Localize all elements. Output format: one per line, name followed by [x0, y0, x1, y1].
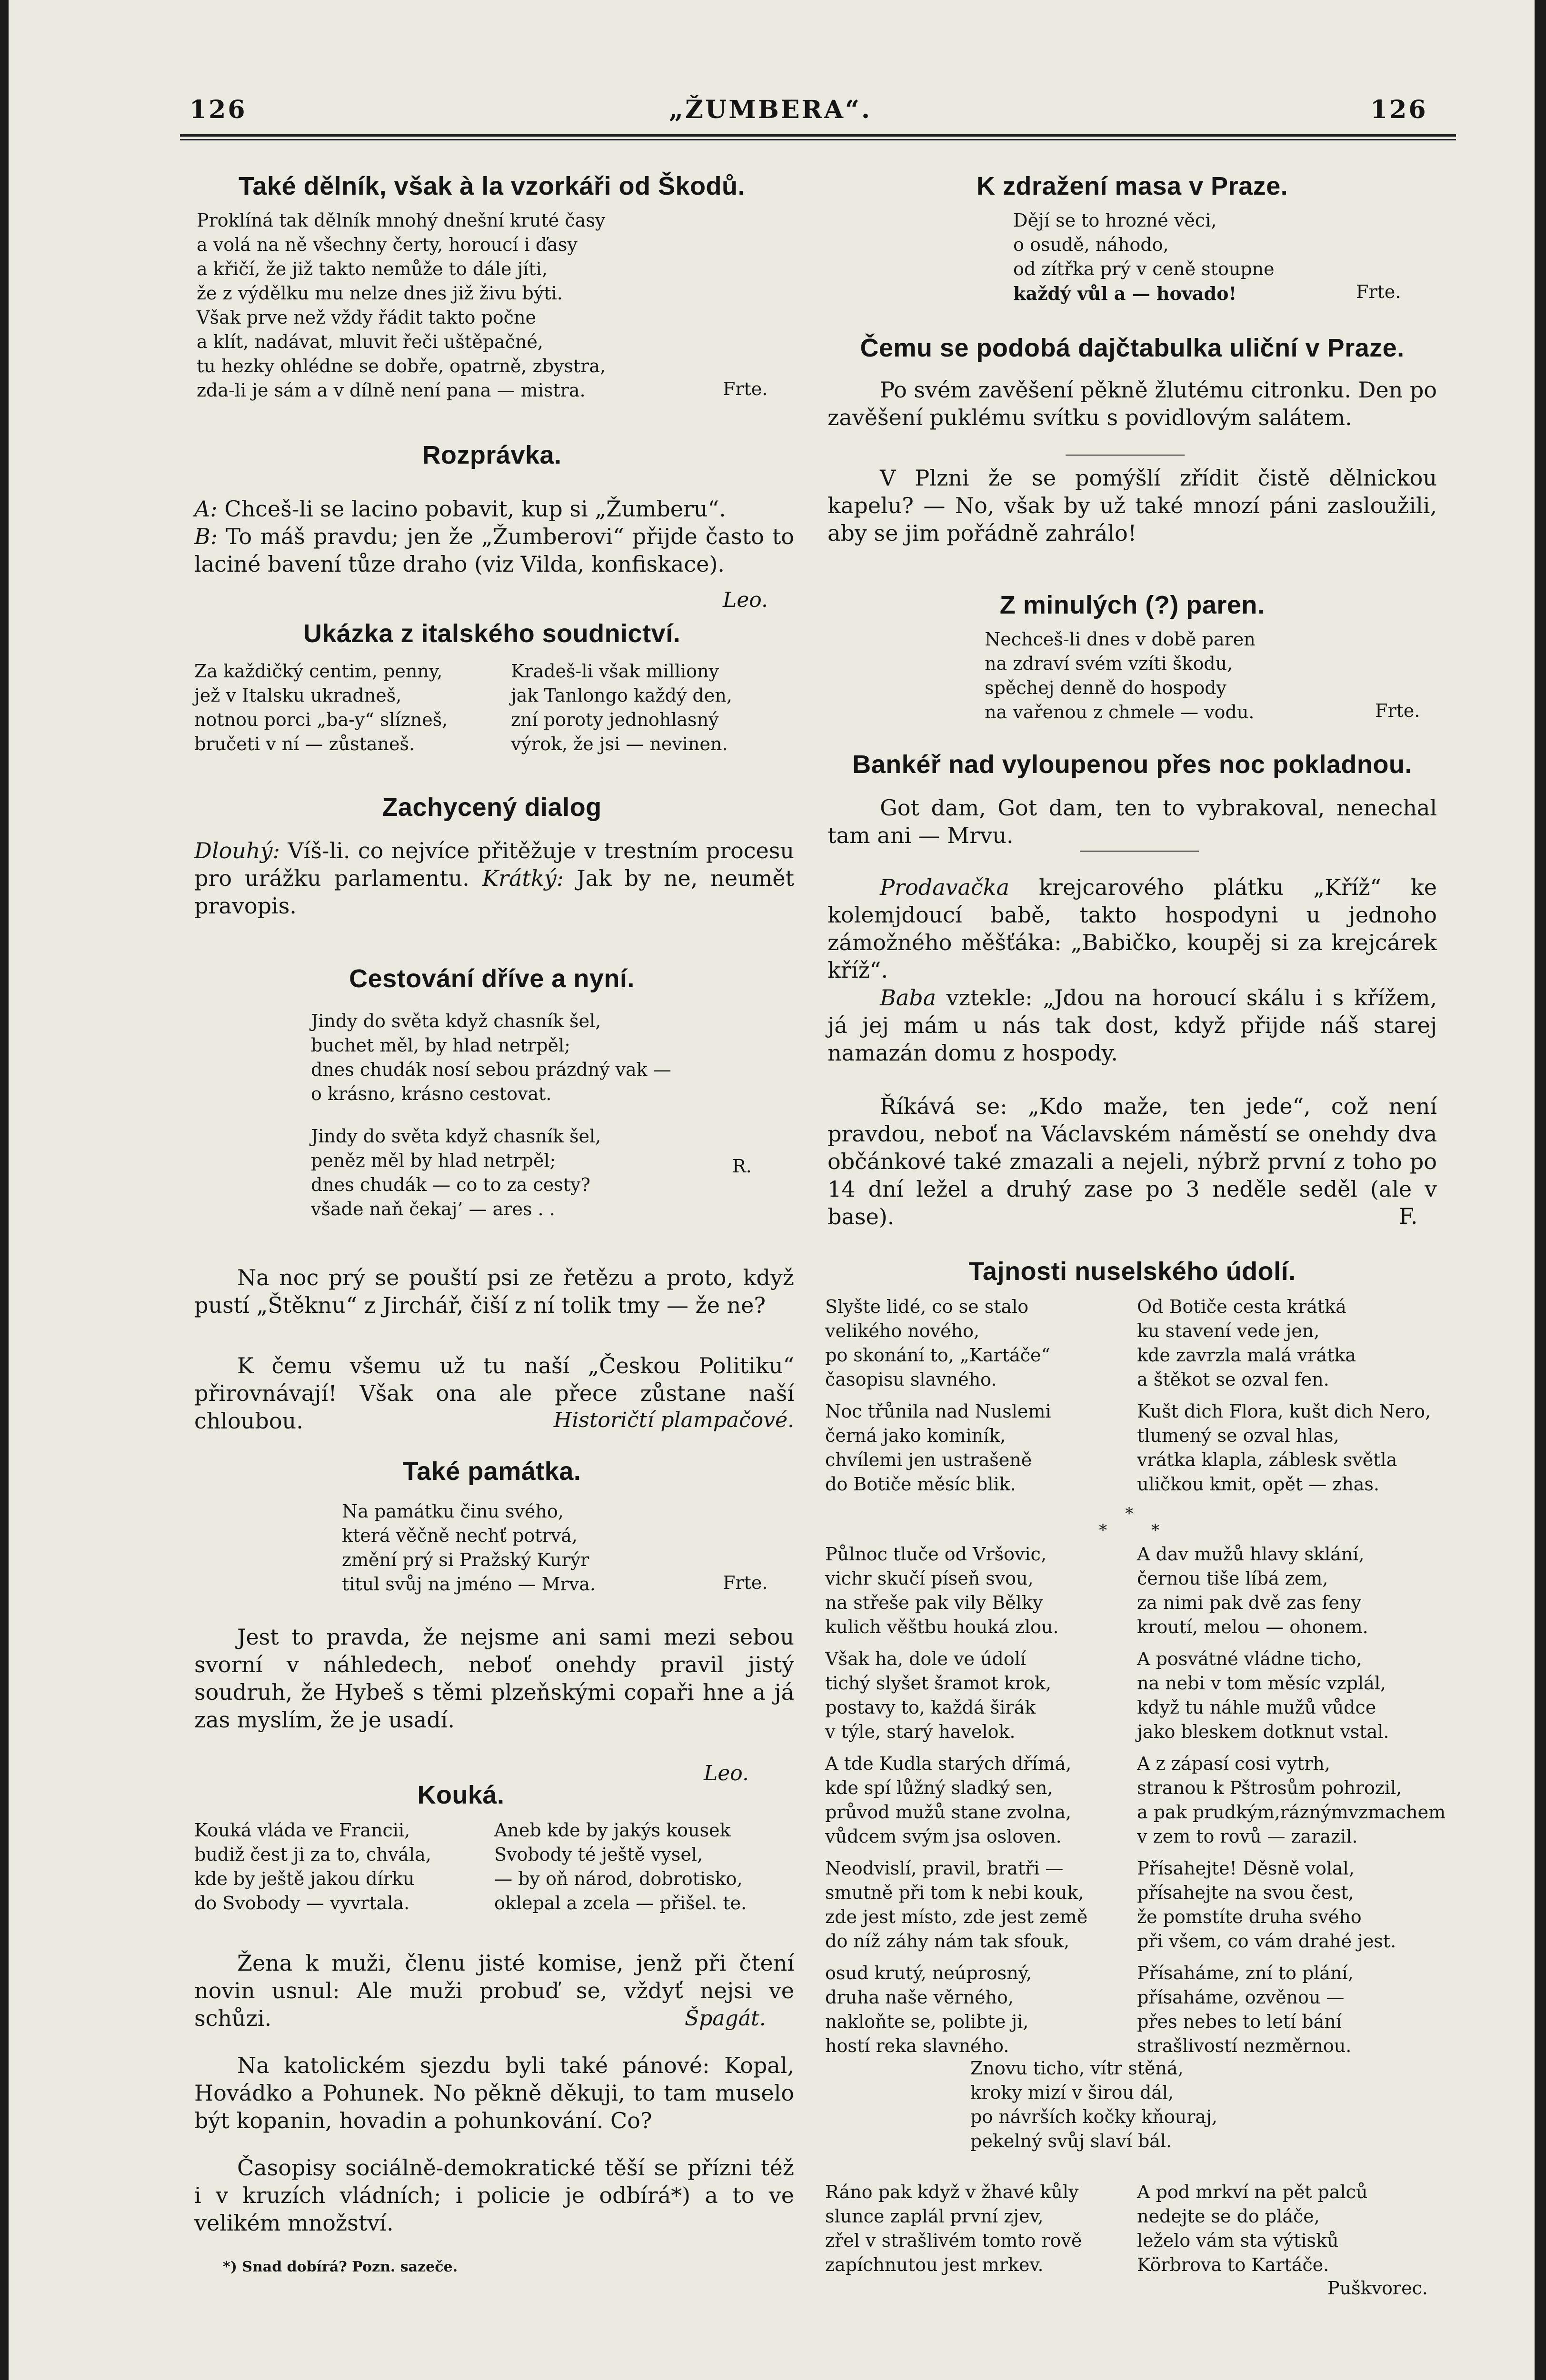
poem-line: spěchej denně do hospody [985, 677, 1227, 698]
dialog-text: Jak by ne, neumět pravopis. [194, 865, 794, 919]
poem-column [825, 2180, 1130, 2277]
poem-line: Půlnoc tluče od Vršovic, [825, 1544, 1047, 1565]
article-title: Také dělník, však à la vzorkáři od Škodů. [239, 172, 745, 200]
signature: F. [1399, 1203, 1418, 1229]
poem-line: když tu náhle mužů vůdce [1137, 1697, 1376, 1718]
article-title: Ukázka z italského soudnictví. [303, 619, 681, 648]
speaker: A: [194, 496, 218, 522]
article-title: Čemu se podobá dajčtabulka uliční v Praze. [860, 334, 1405, 362]
poem-line: Körbrova to Kartáče. [1137, 2254, 1329, 2275]
poem-line: při všem, co vám drahé jest. [1137, 1931, 1396, 1952]
poem-line: A z zápasí cosi vytrh, [1137, 1753, 1330, 1774]
article-title: Tajnosti nuselského údolí. [968, 1257, 1296, 1286]
poem-line: průvod mužů stane zvolna, [825, 1802, 1071, 1823]
poem [311, 1009, 787, 1221]
poem-line: oklepal a zcela — přišel. te. [494, 1893, 747, 1914]
poem-line: nakloňte se, polibte ji, [825, 2011, 1029, 2032]
poem [970, 2056, 1351, 2153]
poem-column [194, 659, 489, 756]
poem-line: budiž čest ji za to, chvála, [194, 1844, 431, 1865]
poem-line: zde jest místo, zde jest země [825, 1906, 1088, 1927]
article-text [828, 873, 1437, 1067]
article-text: Žena k muži, členu jisté komise, jenž při čtení novin usnul: Ale muži probuď se, vždyť nejsi ve schůzi. [194, 1950, 794, 2031]
poem-line: že pomstíte druha svého [1137, 1906, 1362, 1927]
signature: Historičtí plampačové. [553, 1408, 794, 1432]
poem-line: A posvátné vládne ticho, [1137, 1648, 1362, 1669]
separator [1066, 455, 1185, 456]
poem-line: dnes chudák nosí sebou prázdný vak — [311, 1059, 671, 1080]
article-text [194, 495, 794, 578]
poem-column [1137, 2180, 1446, 2277]
poem-line: Aneb kde by jakýs kousek [494, 1820, 731, 1841]
header-rule-thin [180, 139, 1456, 140]
poem-line: Jindy do světa když chasník šel, [311, 1011, 601, 1031]
poem-line: ku stavení vede jen, [1137, 1320, 1320, 1341]
article-text: Na katolickém sjezdu byli také pánové: Kopal, Hovádko a Pohunek. No pěkně děkuji, to tam muselo být kopanin, hovadin a pohunkování. Co? [194, 2053, 794, 2133]
poem [197, 208, 792, 403]
poem-line: Nechceš-li dnes v době paren [985, 629, 1256, 650]
article-title: Cestování dříve a nyní. [349, 964, 635, 993]
poem-line: druha naše věrného, [825, 1987, 1014, 2008]
signature: Frte. [1356, 281, 1401, 302]
poem-line: kde by ještě jakou dírku [194, 1868, 415, 1889]
poem-line: kroky mizí v širou dál, [970, 2082, 1174, 2103]
article-title: Také památka. [402, 1457, 581, 1486]
poem-line: do níž záhy nám tak sfouk, [825, 1931, 1069, 1952]
poem-line: — by oň národ, dobrotisko, [494, 1868, 743, 1889]
poem-line: na střeše pak vily Bělky [825, 1592, 1043, 1613]
poem-line: bručeti v ní — zůstaneš. [194, 734, 415, 754]
article-text: Časopisy sociálně-demokratické těší se přízni též i v kruzích vládních; i policie je odbírá*) a to ve velikém množství. [194, 2155, 794, 2236]
signature: Špagát. [685, 2006, 766, 2031]
poem-line: vůdcem svým jsa osloven. [825, 1826, 1062, 1847]
poem-line: chvílemi jen ustrašeně [825, 1449, 1032, 1470]
poem-line: po skonání to, „Kartáče“ [825, 1345, 1050, 1366]
poem-line: a křičí, že již takto nemůže to dále jíti, [197, 258, 548, 279]
poem-line: tichý slyšet šramot krok, [825, 1673, 1051, 1694]
poem-line: zapíchnutou jest mrkev. [825, 2254, 1044, 2275]
poem-column [825, 1295, 1130, 1497]
poem-line: Neodvislí, pravil, bratři — [825, 1858, 1064, 1879]
poem-column [511, 659, 797, 756]
signature: R. [732, 1156, 752, 1177]
poem-line: A pod mrkví na pět palců [1137, 2182, 1368, 2202]
article-title: Zachycený dialog [382, 793, 602, 822]
poem-line: Svobody té ještě vysel, [494, 1844, 703, 1865]
poem-line: na nebi v tom měsíc vzplál, [1137, 1673, 1386, 1694]
poem-line: titul svůj na jméno — Mrva. [342, 1574, 596, 1595]
article-title: Rozprávka. [422, 441, 562, 469]
poem-line: výrok, že jsi — nevinen. [511, 734, 728, 754]
poem-line: na vařenou z chmele — vodu. [985, 702, 1255, 723]
poem-line: peněz měl by hlad netrpěl; [311, 1150, 556, 1171]
dialog-text: Chceš-li se lacino pobavit, kup si „Žumberu“. [217, 496, 726, 522]
poem-line: Od Botiče cesta krátká [1137, 1296, 1347, 1317]
signature: Frte. [1375, 700, 1420, 721]
poem-line: a volá na ně všechny čerty, horoucí i ďasy [197, 234, 578, 255]
page-number-left: 126 [190, 95, 247, 124]
signature: Leo. [723, 588, 768, 612]
poem-line: smutně při tom k nebi kouk, [825, 1882, 1084, 1903]
article-text: Got dam, Got dam, ten to vybrakoval, nenechal tam ani — Mrvu. [828, 795, 1437, 848]
article-text: K čemu všemu už tu naší „Českou Politiku“ přirovnávají! Však ona ale přece zůstane naší chloubou. [194, 1353, 794, 1434]
poem-line: Proklíná tak dělník mnohý dnešní kruté časy [197, 210, 606, 231]
newspaper-page [9, 0, 1535, 2380]
poem-line: jak Tanlongo každý den, [511, 685, 732, 706]
signature: Leo. [704, 1761, 749, 1785]
poem-line: velikého nového, [825, 1320, 979, 1341]
poem-line: Kradeš-li však milliony [511, 661, 719, 682]
article-title: K zdražení masa v Praze. [976, 172, 1288, 200]
poem-line: do Botiče měsíc blik. [825, 1474, 1016, 1495]
poem-line: a klít, nadávat, mluvit řeči uštěpačné, [197, 331, 543, 352]
poem-line: hostí reka slavného. [825, 2035, 1009, 2056]
poem-column [494, 1818, 799, 1915]
poem-column [1137, 1295, 1446, 1497]
article-title: Z minulých (?) paren. [999, 591, 1265, 619]
poem-line: v týle, starý havelok. [825, 1721, 1016, 1742]
poem-line: kde zavrzla malá vrátka [1137, 1345, 1356, 1366]
poem-line: leželo vám sta výtisků [1137, 2230, 1339, 2251]
poem-line: Však prve než vždy řádit takto počne [197, 307, 536, 328]
header-rule [180, 134, 1456, 137]
speaker: Dlouhý: [194, 838, 280, 863]
poem-line: Jindy do světa když chasník šel, [311, 1126, 601, 1147]
poem-line: Dějí se to hrozné věci, [1013, 210, 1217, 231]
poem-line: na zdraví svém vzíti škodu, [985, 653, 1233, 674]
poem-line: stranou k Pštrosům pohrozil, [1137, 1777, 1402, 1798]
poem-line: přísahejte na svou čest, [1137, 1882, 1354, 1903]
poem-line: Kouká vláda ve Francii, [194, 1820, 410, 1841]
poem-line: kulich věštbu houká zlou. [825, 1616, 1059, 1637]
poem-column [194, 1818, 489, 1915]
poem-line: A tde Kudla starých dřímá, [825, 1753, 1072, 1774]
poem-line: a pak prudkým,ráznýmvzmachem [1137, 1802, 1446, 1823]
poem [342, 1499, 770, 1597]
poem-line: kroutí, melou — ohonem. [1137, 1616, 1368, 1637]
poem-line: dnes chudák — co to za cesty? [311, 1174, 590, 1195]
poem-line: A dav mužů hlavy sklání, [1137, 1544, 1365, 1565]
poem-line: Za každičký centim, penny, [194, 661, 443, 682]
speaker: Baba [880, 985, 937, 1011]
poem-line: Kušt dich Flora, kušt dich Nero, [1137, 1401, 1431, 1422]
poem-line: kde spí lůžný sladký sen, [825, 1777, 1053, 1798]
asterism-star: * [1125, 1504, 1133, 1523]
poem-line: uličkou kmit, opět — zhas. [1137, 1474, 1380, 1495]
article-title: Kouká. [417, 1781, 505, 1809]
poem-line: vrátka klapla, záblesk světla [1137, 1449, 1397, 1470]
speaker: B: [194, 524, 218, 549]
article-text: Říkává se: „Kdo maže, ten jede“, což není pravdou, neboť na Václavském náměstí se onehdy dva občánkové také zmazali a nejeli, nýbrž první z toho po 14 dní ležel a druhý zase po 3 neděle seděl (ale v base). [828, 1093, 1437, 1230]
poem-line: strašlivostí nezměrnou. [1137, 2035, 1352, 2056]
poem-line: Na památku činu svého, [342, 1501, 564, 1522]
asterism-star: * [1151, 1521, 1159, 1540]
poem-line: notnou porci „ba-y“ slízneš, [194, 709, 448, 730]
poem-line: vichr skučí píseň svou, [825, 1568, 1034, 1589]
poem-line: přísaháme, ozvěnou — [1137, 1987, 1345, 2008]
poem-line: Ráno pak když v žhavé kůly [825, 2182, 1079, 2202]
poem-line: tlumený se ozval hlas, [1137, 1425, 1339, 1446]
poem-line: černá jako kominík, [825, 1425, 1006, 1446]
poem-line: od zítřka prý v ceně stoupne [1013, 258, 1275, 279]
poem-line: jako bleskem dotknut vstal. [1137, 1721, 1389, 1742]
footnote: *) Snad dobírá? Pozn. sazeče. [223, 2259, 458, 2275]
poem-line: časopisu slavného. [825, 1369, 997, 1390]
asterism-star: * [1099, 1521, 1107, 1540]
signature: Frte. [723, 1572, 768, 1593]
poem-line: v zem to rovů — zarazil. [1137, 1826, 1358, 1847]
separator [1080, 851, 1199, 852]
poem-line: do Svobody — vyvrtala. [194, 1893, 410, 1914]
dialog-text: Víš-li. co nejvíce přitěžuje v trestním procesu pro urážku parlamentu. [194, 838, 794, 891]
poem-line: změní prý si Pražský Kurýr [342, 1549, 589, 1570]
article-text [194, 837, 794, 920]
poem-line: buchet měl, by hlad netrpěl; [311, 1035, 570, 1056]
dialog-text: vztekle: „Jdou na horoucí skálu i s křížem, já jej mám u nás tak dost, když přijde náš starej namazán domu z hospody. [828, 985, 1437, 1066]
article-text: Po svém zavěšení pěkně žlutému citronku. Den po zavěšení puklému svítku s povidlovým salátem. [828, 377, 1437, 430]
poem-line: přes nebes to letí bání [1137, 2011, 1342, 2032]
poem-line: slunce zaplál první zjev, [825, 2206, 1044, 2227]
poem-line: černou tiše líbá zem, [1137, 1568, 1328, 1589]
poem-column [1137, 1542, 1446, 2058]
dialog-text: krejcarového plátku „Kříž“ ke kolemjdoucí babě, takto hospodyni u jednoho zámožného měšťáka: „Babičko, koupěj si za krejcárek kříž“. [828, 874, 1437, 983]
article-text: V Plzni že se pomýšlí zřídit čistě dělnickou kapelu? — No, však by už také mnozí páni zasloužili, aby se jim pořádně zahrálo! [828, 465, 1437, 546]
masthead-title: „ŽUMBERA“. [669, 95, 872, 124]
poem-line: tu hezky ohlédne se dobře, opatrně, zbystra, [197, 356, 606, 377]
poem-line: po návrších kočky kňouraj, [970, 2106, 1217, 2127]
poem-line: zda-li je sám a v dílně není pana — mistra. [197, 380, 586, 401]
poem-line: za nimi pak dvě zas feny [1137, 1592, 1361, 1613]
poem-line: pekelný svůj slaví bál. [970, 2131, 1172, 2152]
poem-line: a štěkot se ozval fen. [1137, 1369, 1329, 1390]
article-title: Bankéř nad vyloupenou přes noc pokladnou. [852, 750, 1412, 779]
poem-line: zní poroty jednohlasný [511, 709, 719, 730]
poem-line: o krásno, krásno cestovat. [311, 1083, 552, 1104]
poem-line: osud krutý, neúprosný, [825, 1963, 1032, 1983]
poem-line: Noc třůnila nad Nuslemi [825, 1401, 1051, 1422]
poem-line: nedejte se do pláče, [1137, 2206, 1320, 2227]
article-text: Na noc prý se pouští psi ze řetězu a proto, když pustí „Štěknu“ z Jirchář, čiší z ní tolik tmy — že ne? [194, 1265, 794, 1318]
article-text: Jest to pravda, že nejsme ani sami mezi sebou svorní v náhledech, neboť onehdy pravil jistý soudruh, že Hybeš s těmi plzeňskými copaři hne a já zas myslím, že je usadí. [194, 1624, 794, 1733]
poem-line: zřel v strašlivém tomto rově [825, 2230, 1082, 2251]
poem-line: každý vůl a — hovado! [1013, 283, 1237, 304]
speaker: Krátký: [482, 865, 564, 891]
poem-line: jež v Italsku ukradneš, [194, 685, 402, 706]
poem-line: Znovu ticho, vítr stěná, [970, 2058, 1184, 2079]
poem-line: všade naň čekaj’ — ares . . [311, 1199, 555, 1220]
poem-line: která věčně nechť potrvá, [342, 1525, 578, 1546]
poem-line: Však ha, dole ve údolí [825, 1648, 1026, 1669]
poem-column [825, 1542, 1130, 2058]
poem [985, 627, 1413, 724]
dialog-text: To máš pravdu; jen že „Žumberovi“ přijde často to laciné bavení tůze draho (viz Vilda, konfiskace). [194, 524, 794, 577]
signature: Frte. [723, 378, 768, 399]
signature: Puškvorec. [1327, 2278, 1428, 2299]
poem-line: že z výdělku mu nelze dnes již živu býti. [197, 283, 563, 304]
poem-line: Přísahejte! Děsně volal, [1137, 1858, 1355, 1879]
poem-line: Slyšte lidé, co se stalo [825, 1296, 1029, 1317]
poem-line: Přísaháme, zní to plání, [1137, 1963, 1354, 1983]
poem-line: o osudě, náhodo, [1013, 234, 1169, 255]
page-number-right: 126 [1370, 95, 1428, 124]
poem-line: postavy to, každá širák [825, 1697, 1036, 1718]
speaker: Prodavačka [880, 874, 1009, 900]
